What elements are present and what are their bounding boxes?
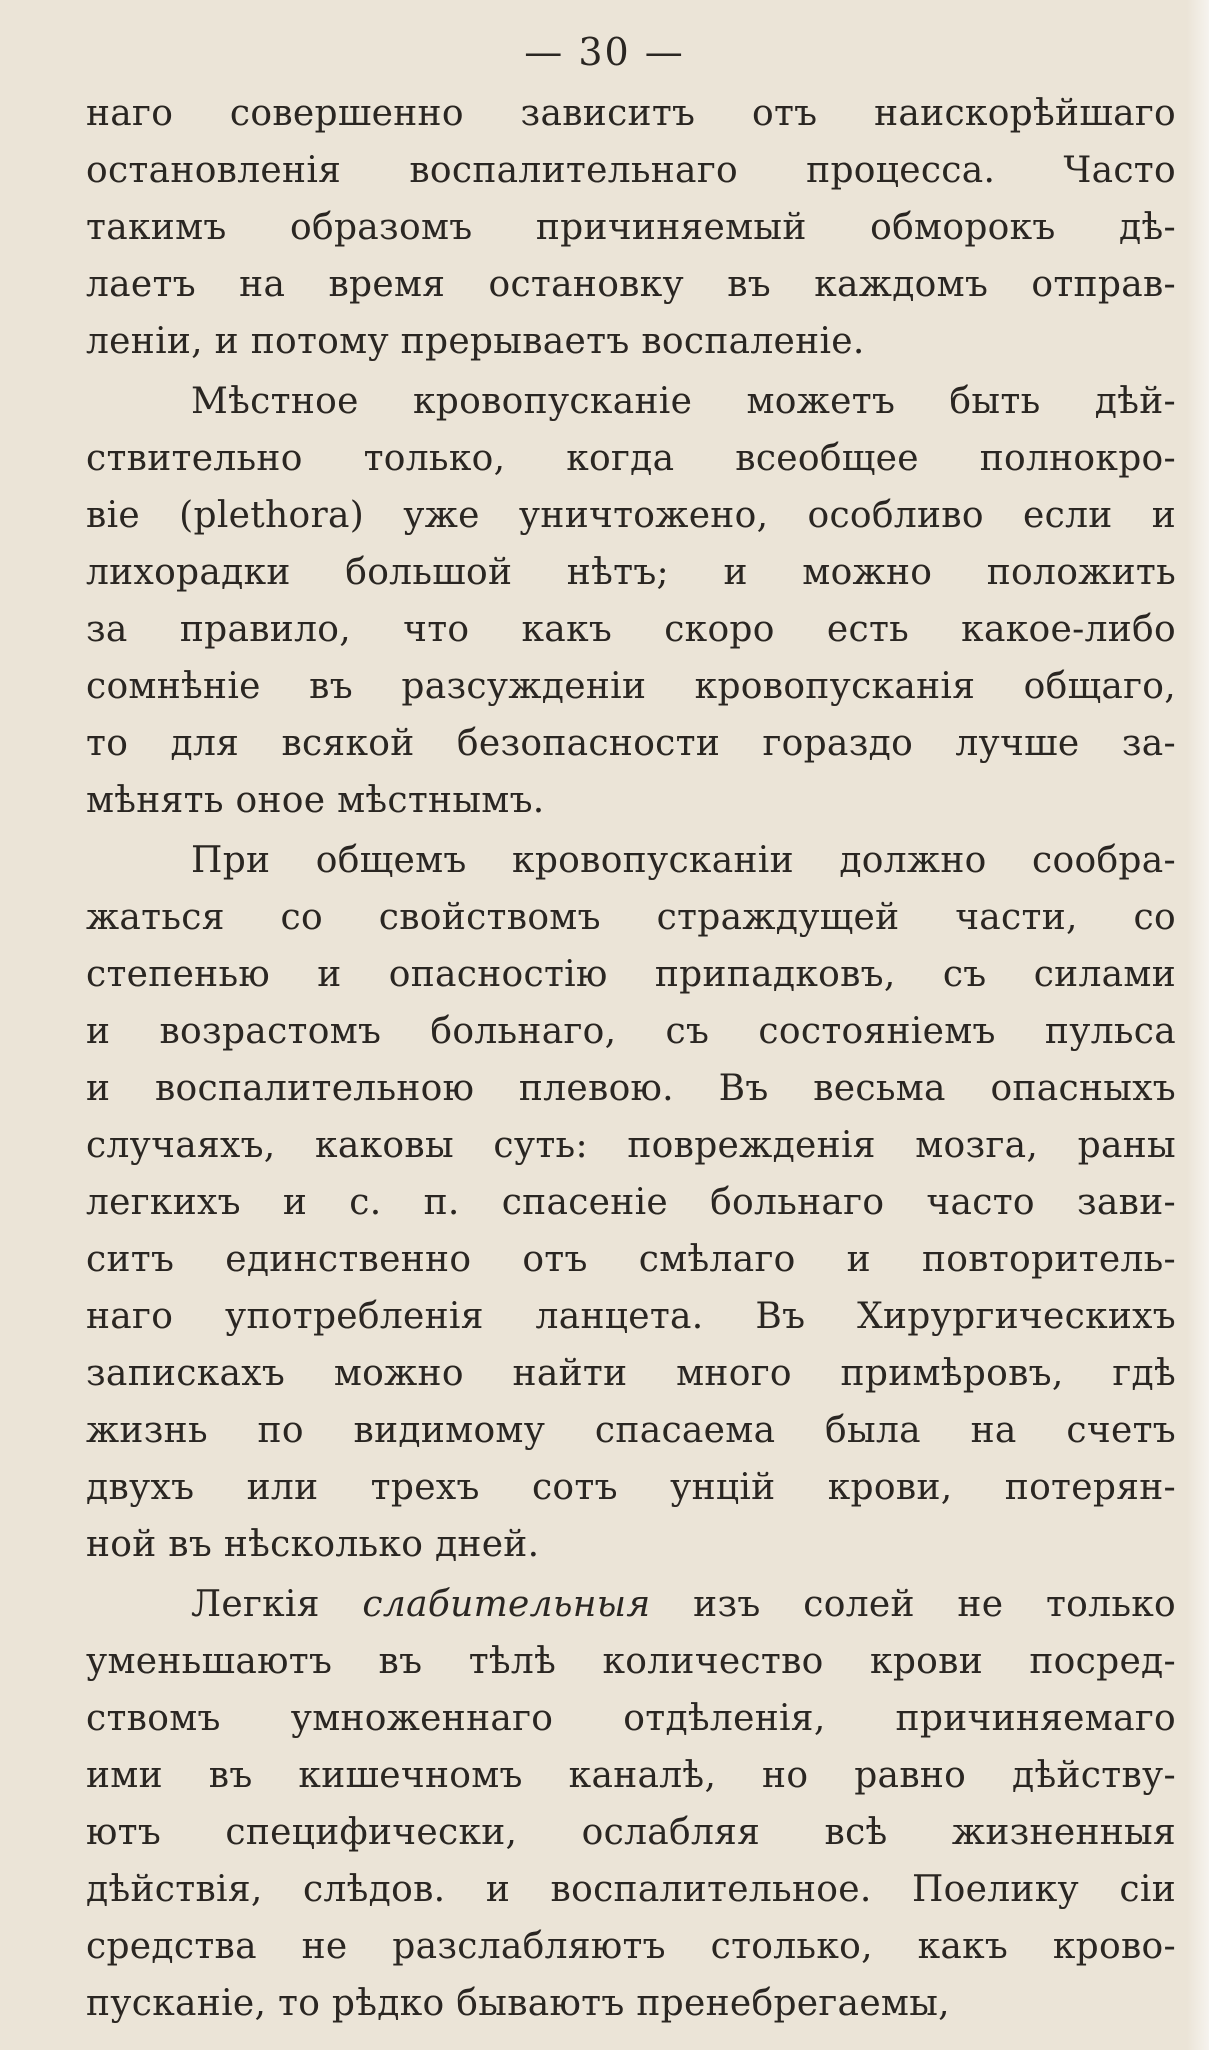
text-line: ствительно только, когда всеобщее полнокро- (86, 438, 1176, 479)
text-line: жизнь по видимому спасаема была на счетъ (86, 1410, 1176, 1451)
italic-term: слабительныя (362, 1584, 651, 1625)
text-line: легкихъ и с. п. спасеніе больнаго часто зави- (86, 1182, 1176, 1223)
paragraph (86, 832, 1176, 1573)
text-line: за правило, что какъ скоро есть какое-либо (86, 609, 1176, 650)
paragraph (86, 373, 1176, 829)
text-line: степенью и опасностію припадковъ, съ силами (86, 954, 1176, 995)
text-line: остановленія воспалительнаго процесса. Часто (86, 150, 1176, 191)
text-line: то для всякой безопасности гораздо лучше за- (86, 723, 1176, 764)
text-line: дѣйствія, слѣдов. и воспалительное. Поелику сіи (86, 1869, 1176, 1910)
page-number: — 30 — (524, 30, 685, 74)
text-line: пусканіе, то рѣдко бываютъ пренебрегаемы, (86, 1983, 950, 2024)
text-line: лаетъ на время остановку въ каждомъ отправ- (86, 264, 1176, 305)
text-line: ствомъ умноженнаго отдѣленія, причиняемаго (86, 1698, 1176, 1739)
text-line: уменьшаютъ въ тѣлѣ количество крови посред- (86, 1641, 1176, 1682)
text-line: ной въ нѣсколько дней. (86, 1524, 540, 1565)
paragraph (86, 1576, 1176, 2032)
text-line: ими въ кишечномъ каналѣ, но равно дѣйству- (86, 1755, 1176, 1796)
text-line: жаться со свойствомъ страждущей части, со (86, 897, 1176, 938)
text-line: средства не разслабляютъ столько, какъ крово- (86, 1926, 1176, 1967)
text-line: леніи, и потому прерываетъ воспаленіе. (86, 321, 865, 362)
text-line: Мѣстное кровопусканіе можетъ быть дѣй- (191, 381, 1176, 422)
text-body (86, 85, 1176, 2035)
text-line: случаяхъ, каковы суть: поврежденія мозга, раны (86, 1125, 1176, 1166)
text-line: ютъ специфически, ослабляя всѣ жизненныя (86, 1812, 1176, 1853)
text-line: наго совершенно зависитъ отъ наискорѣйшаго (86, 93, 1176, 134)
text-line: При общемъ кровопусканіи должно сообра- (191, 840, 1176, 881)
text-line: Легкія слабительныя изъ солей не только (191, 1584, 1176, 1625)
text-line: сомнѣніе въ разсужденіи кровопусканія общаго, (86, 666, 1176, 707)
text-line: мѣнять оное мѣстнымъ. (86, 780, 545, 821)
text-line: такимъ образомъ причиняемый обморокъ дѣ- (86, 207, 1176, 248)
text-line: віе (plethora) уже уничтожено, особливо если и (86, 495, 1176, 536)
text-line: лихорадки большой нѣтъ; и можно положить (86, 552, 1176, 593)
text-line: запискахъ можно найти много примѣровъ, гдѣ (86, 1353, 1176, 1394)
paragraph (86, 85, 1176, 370)
text-line: двухъ или трехъ сотъ унцій крови, потерян- (86, 1467, 1176, 1508)
text-line: и воспалительною плевою. Въ весьма опасныхъ (86, 1068, 1176, 1109)
text-line: ситъ единственно отъ смѣлаго и повторитель- (86, 1239, 1176, 1280)
text-line: и возрастомъ больнаго, съ состояніемъ пульса (86, 1011, 1176, 1052)
text-line: наго употребленія ланцета. Въ Хирургическихъ (86, 1296, 1176, 1337)
